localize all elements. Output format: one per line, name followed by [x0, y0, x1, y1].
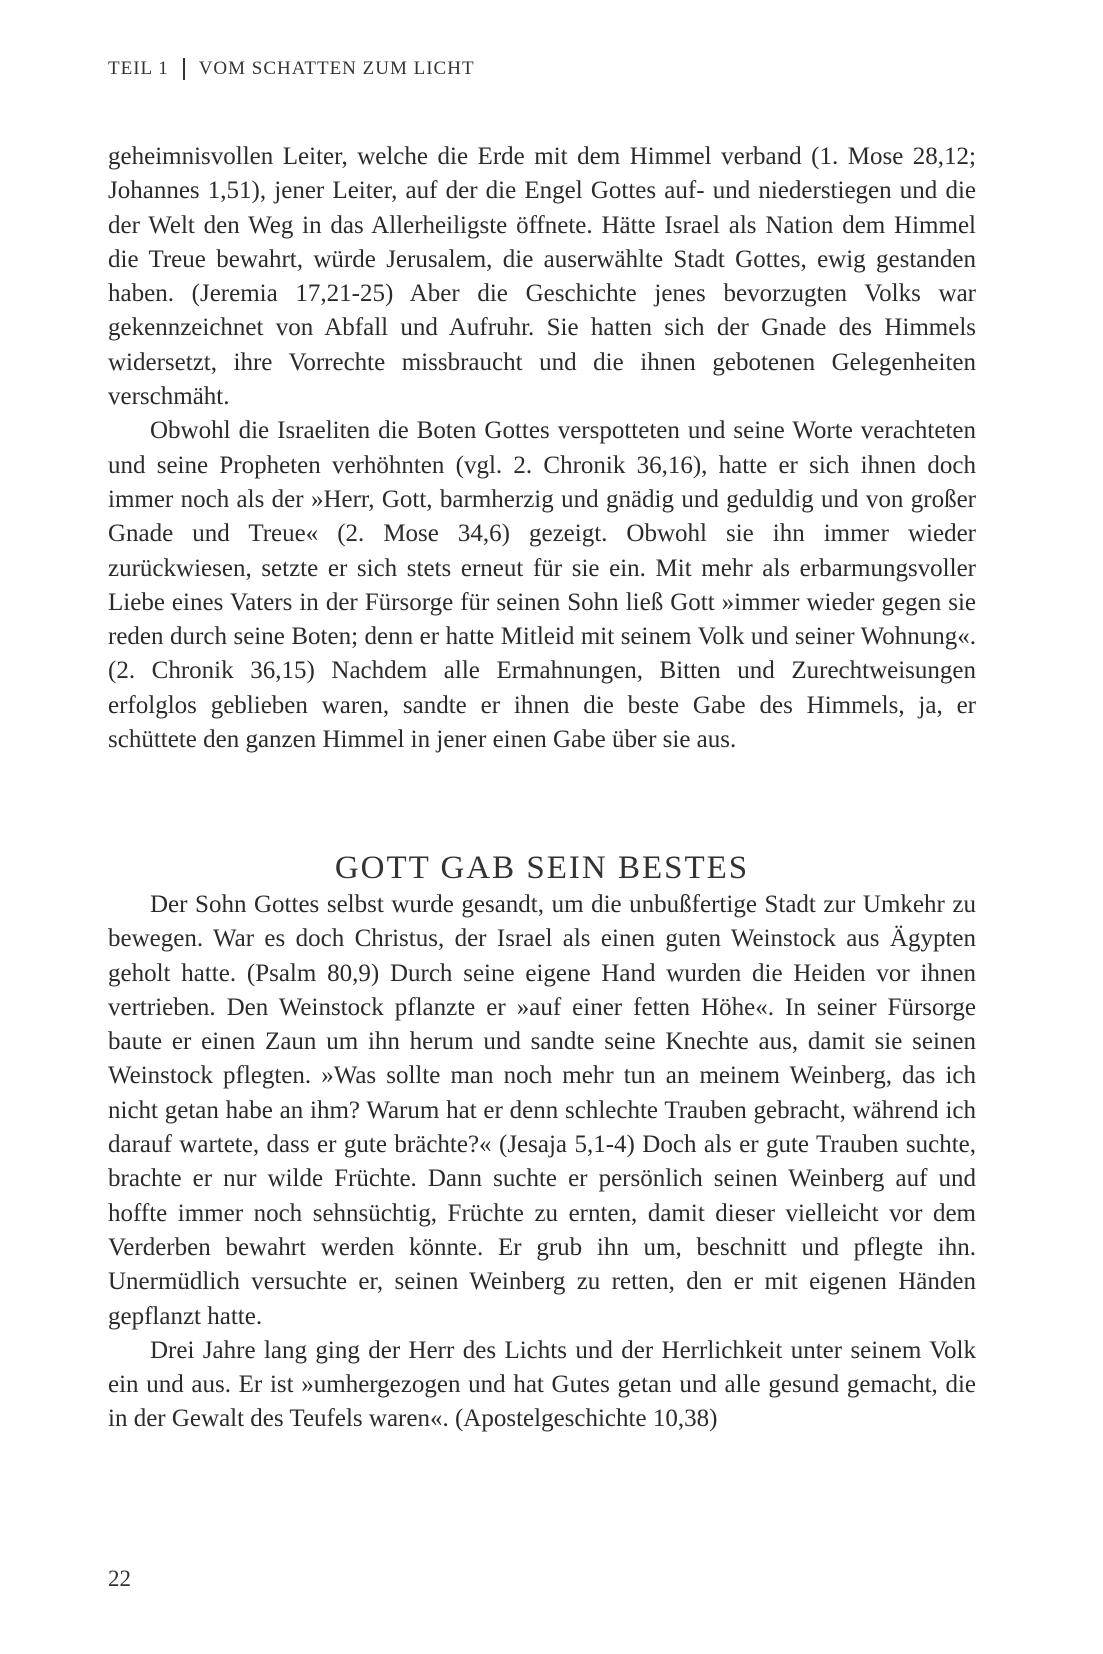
header-chapter-title: VOM SCHATTEN ZUM LICHT [198, 58, 475, 79]
paragraph: Drei Jahre lang ging der Herr des Lichts und der Herrlichkeit unter seinem Volk ein und aus. Er ist »umhergezogen und hat Gutes getan und alle gesund gemacht, die in der Gewalt des Teufels waren«. (Apostelgeschichte 10,38) [108, 1336, 976, 1433]
paragraph: Der Sohn Gottes selbst wurde gesandt, um die unbußfertige Stadt zur Umkehr zu bewegen. War es doch Christus, der Israel als einen guten Weinstock aus Ägypten geholt hatte. (Psalm 80,9) Durch seine eigene Hand wurden die Heiden vor ihnen vertrieben. Den Weinstock pflanzte er »auf einer fetten Höhe«. In seiner Fürsorge baute er einen Zaun um ihn herum und sandte seine Knechte aus, damit sie seinen Weinstock pflegten. »Was sollte man noch mehr tun an meinem Weinberg, das ich nicht getan habe an ihm? Warum hat er denn schlechte Trauben gebracht, während ich darauf wartete, dass er gute brächte?« (Jesaja 5,1-4) Doch als er gute Trauben suchte, brachte er nur wilde Früchte. Dann suchte er persönlich seinen Weinberg auf und hoffte immer noch sehnsüchtig, Früchte zu ernten, damit dieser vielleicht vor dem Verderben bewahrt werden könnte. Er grub ihn um, beschnitt und pflegte ihn. Unermüdlich versuchte er, seinen Weinberg zu retten, den er mit eigenen Händen gepflanzt hatte. [108, 891, 976, 1330]
body-text-top [108, 140, 976, 757]
paragraph-continuation: geheimnisvollen Leiter, welche die Erde mit dem Himmel verband (1. Mose 28,12; Johannes 1,51), jener Leiter, auf der die Engel Gottes auf- und niederstiegen und die der Welt den Weg in das Allerheiligste öffnete. Hätte Israel als Nation dem Himmel die Treue bewahrt, würde Jerusalem, die auserwählte Stadt Gottes, ewig gestanden haben. (Jeremia 17,21-25) Aber die Geschichte jenes bevorzugten Volks war gekennzeichnet von Abfall und Aufruhr. Sie hatten sich der Gnade des Himmels widersetzt, ihre Vorrechte missbraucht und die ihnen gebotenen Gelegenheiten verschmäht. [108, 143, 976, 411]
section-heading: GOTT GAB SEIN BESTES [334, 850, 750, 886]
page-number: 22 [108, 1566, 131, 1591]
header-part-label: TEIL 1 [108, 58, 169, 79]
header-divider [183, 58, 185, 80]
paragraph: Obwohl die Israeliten die Boten Gottes verspotteten und seine Worte verachteten und seine Propheten verhöhnten (vgl. 2. Chronik 36,16), hatte er sich ihnen doch immer noch als der »Herr, Gott, barmherzig und gnädig und geduldig und von großer Gnade und Treue« (2. Mose 34,6) gezeigt. Obwohl sie ihn immer wieder zurückwiesen, setzte er sich stets erneut für sie ein. Mit mehr als erbarmungsvoller Liebe eines Vaters in der Fürsorge für seinen Sohn ließ Gott »immer wieder gegen sie reden durch seine Boten; denn er hatte Mitleid mit seinem Volk und seiner Wohnung«. (2. Chronik 36,15) Nachdem alle Ermahnungen, Bitten und Zurechtweisungen erfolglos geblieben waren, sandte er ihnen die beste Gabe des Himmels, ja, er schüttete den ganzen Himmel in jener einen Gabe über sie aus. [108, 417, 976, 754]
running-header [108, 58, 475, 80]
body-text-bottom [108, 888, 976, 1437]
